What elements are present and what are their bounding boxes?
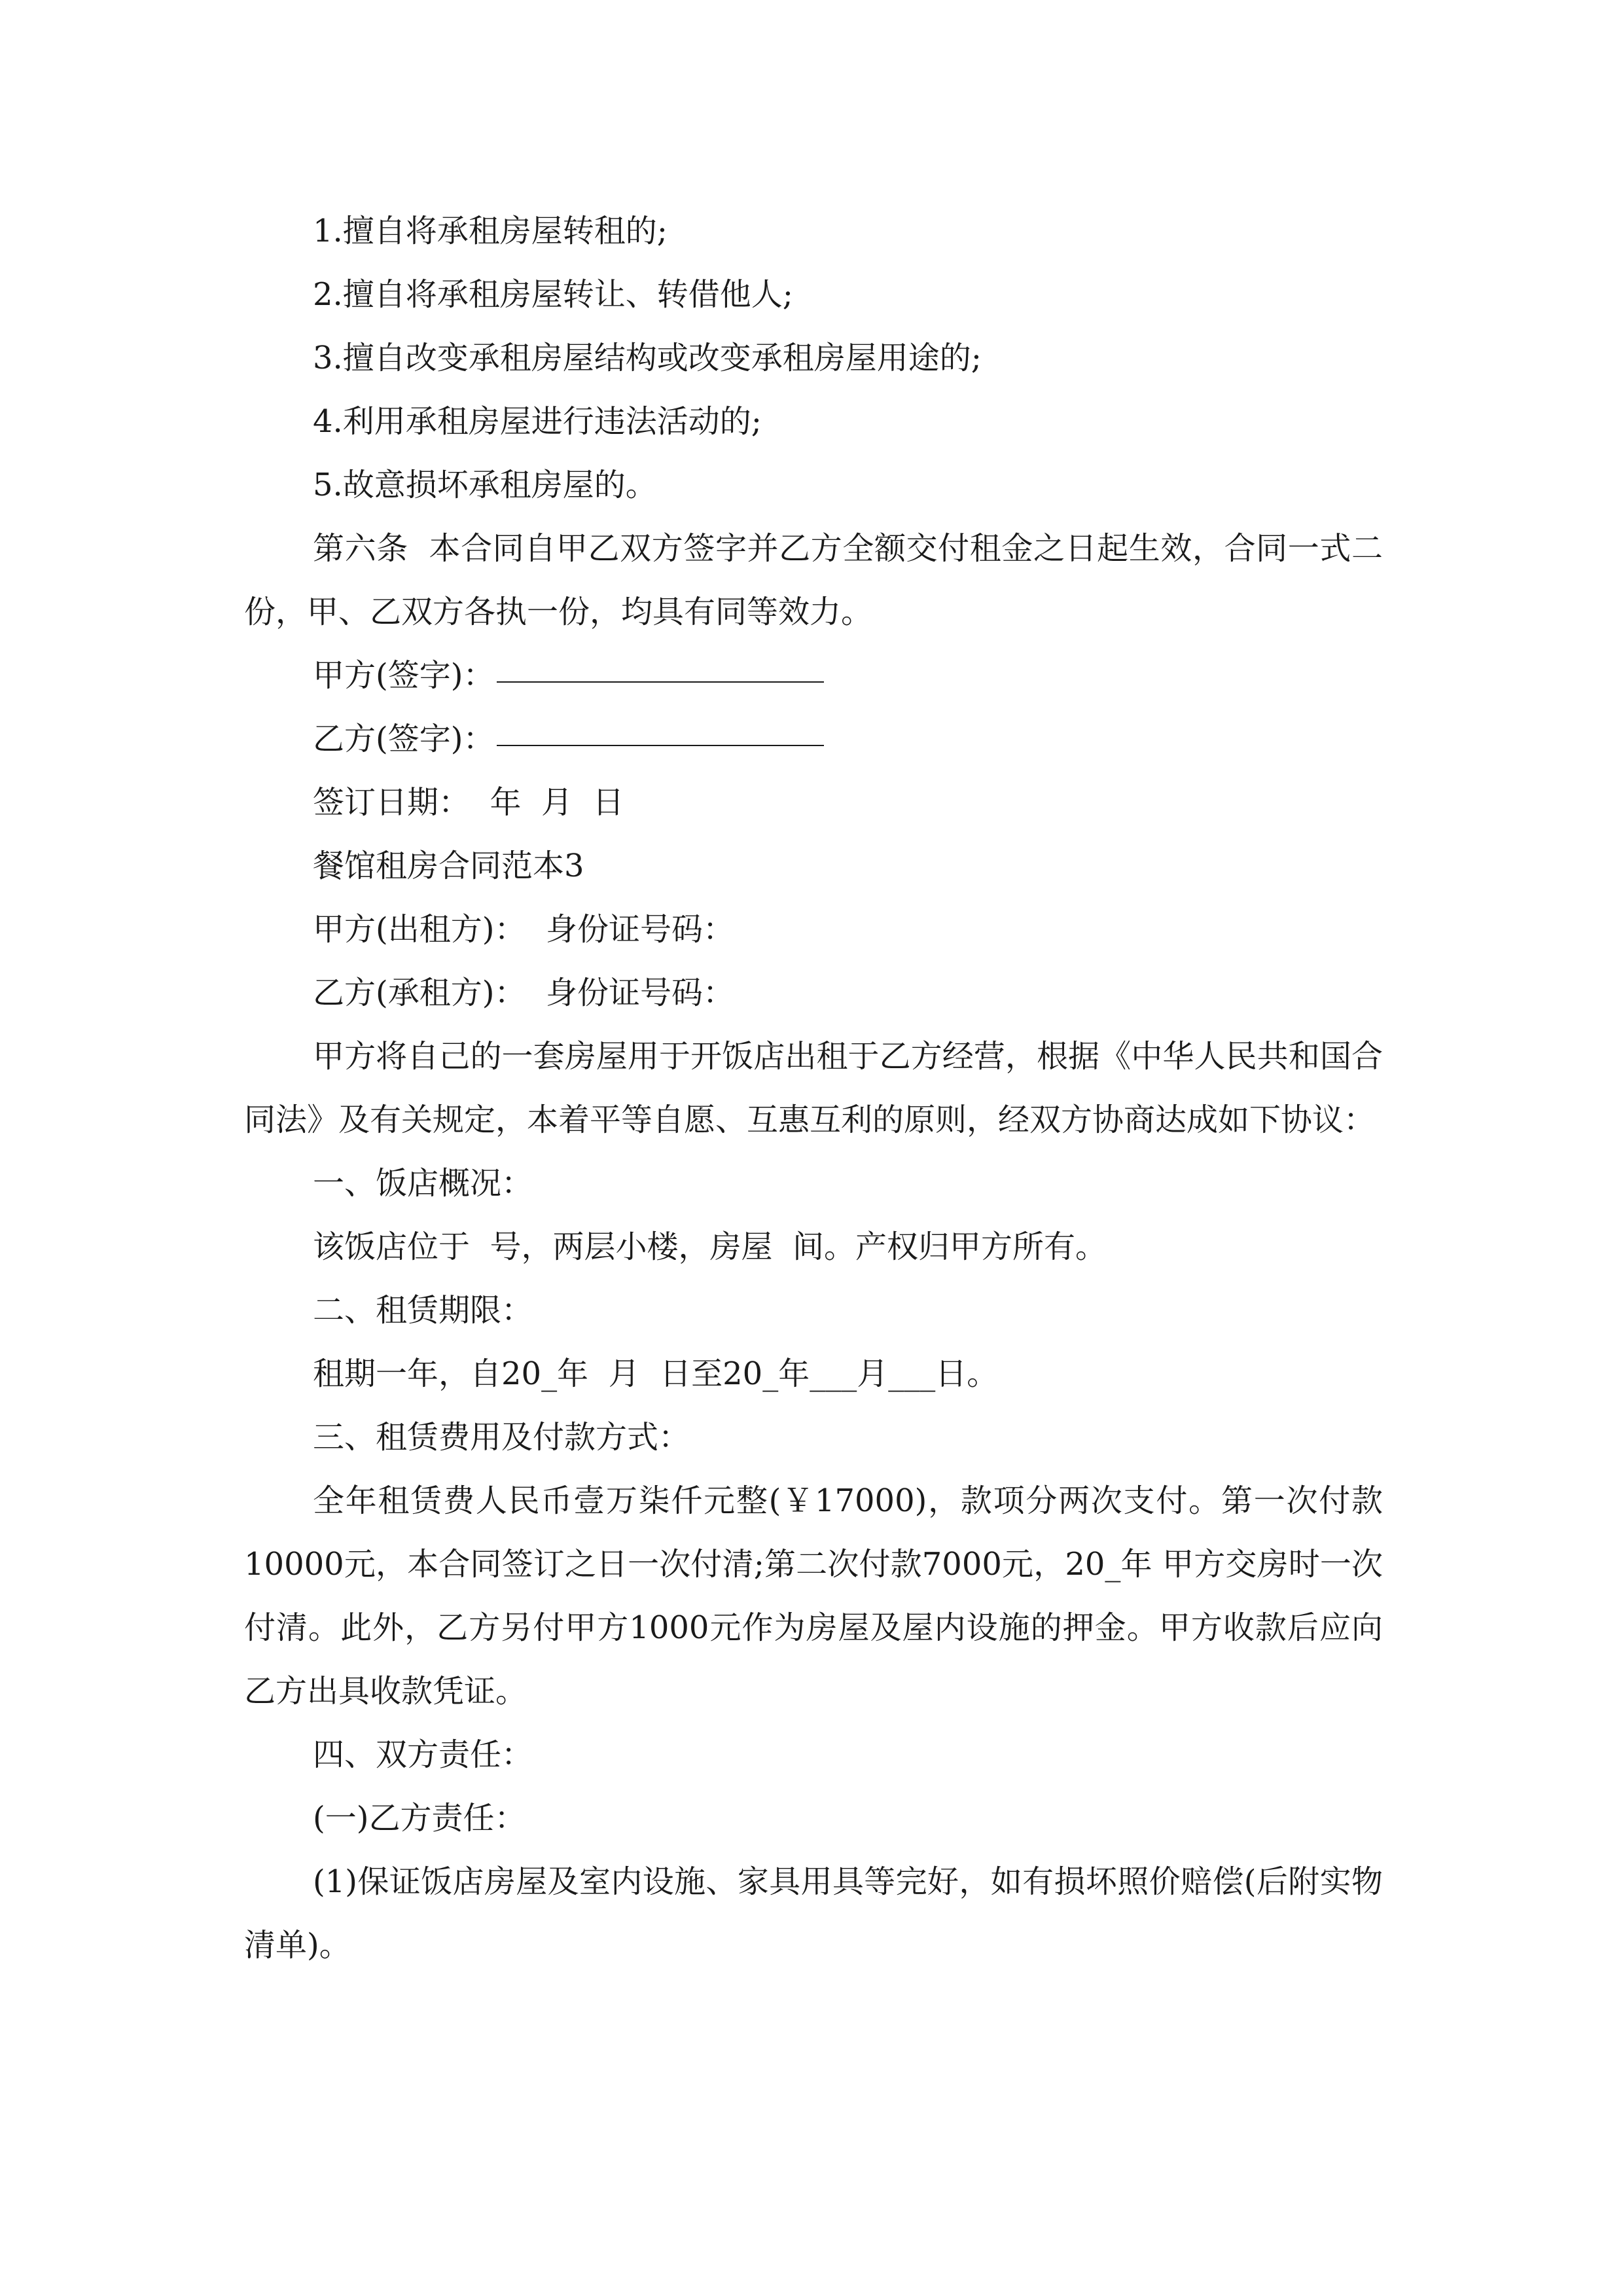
contract-title: 餐馆租房合同范本3	[313, 848, 584, 884]
section-2-title: 二、租赁期限：	[313, 1292, 533, 1329]
section-4-item-1: (1)保证饭店房屋及室内设施、家具用具等完好，如有损坏照价赔偿(后附实物清单)。	[244, 1863, 1383, 1964]
signature-party-b-label: 乙方(签字)：	[313, 721, 495, 757]
signing-date: 签订日期： 年 月 日	[313, 784, 624, 821]
document-body	[244, 200, 1383, 1977]
section-4-subtitle: (一)乙方责任：	[313, 1800, 526, 1837]
section-4-title: 四、双方责任：	[313, 1736, 533, 1773]
article-six: 第六条 本合同自甲乙双方签字并乙方全额交付租金之日起生效，合同一式二份，甲、乙双方各执一份，均具有同等效力。	[244, 530, 1383, 630]
signature-party-b	[244, 708, 1383, 771]
section-2-body: 租期一年，自20_年 月 日至20_年___月___日。	[313, 1355, 999, 1392]
section-3-title: 三、租赁费用及付款方式：	[313, 1419, 690, 1456]
section-1-title: 一、饭店概况：	[313, 1165, 533, 1202]
clause-item-2: 2.擅自将承租房屋转让、转借他人;	[313, 276, 793, 313]
clause-item-1: 1.擅自将承租房屋转租的;	[313, 213, 668, 249]
signature-party-a	[244, 644, 1383, 708]
contract-intro: 甲方将自己的一套房屋用于开饭店出租于乙方经营，根据《中华人民共和国合同法》及有关规定，本着平等自愿、互惠互利的原则，经双方协商达成如下协议：	[244, 1038, 1383, 1138]
party-a-info: 甲方(出租方)： 身份证号码：	[313, 911, 734, 948]
signature-party-b-line	[497, 744, 824, 746]
clause-item-4: 4.利用承租房屋进行违法活动的;	[313, 403, 762, 440]
signature-party-a-label: 甲方(签字)：	[313, 657, 495, 694]
signature-party-a-line	[497, 681, 824, 683]
clause-item-3: 3.擅自改变承租房屋结构或改变承租房屋用途的;	[313, 340, 982, 376]
section-1-body: 该饭店位于 号，两层小楼，房屋 间。产权归甲方所有。	[313, 1229, 1107, 1265]
clause-item-5: 5.故意损坏承租房屋的。	[313, 467, 657, 503]
party-b-info: 乙方(承租方)： 身份证号码：	[313, 975, 734, 1011]
section-3-body: 全年租赁费人民币壹万柒仟元整(￥17000)，款项分两次支付。第一次付款10000元，本合同签订之日一次付清;第二次付款7000元，20_年 甲方交房时一次付清。此外，乙方另付甲方1000元作为房屋及屋内设施的押金。甲方收款后应向乙方出具收款凭证。	[244, 1482, 1383, 1710]
